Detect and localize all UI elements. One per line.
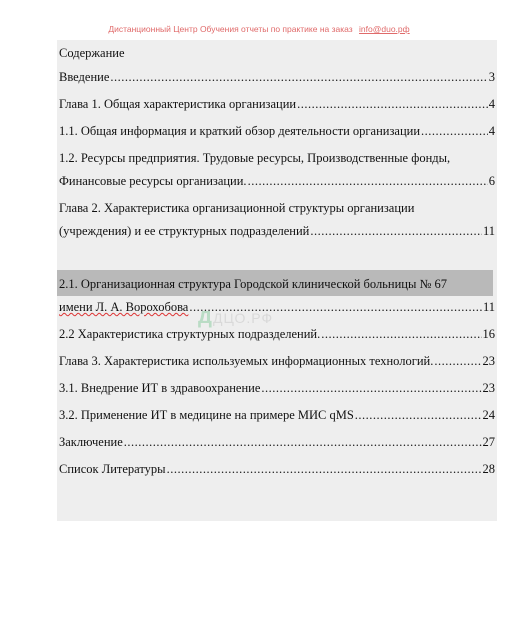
- toc-entry-selected[interactable]: [59, 247, 495, 319]
- toc-entry-page: 4: [488, 124, 495, 138]
- watermark-mark: д: [198, 303, 213, 328]
- toc-entry-page: 23: [482, 381, 495, 395]
- toc-entry[interactable]: [59, 93, 495, 116]
- toc-entry-text: Список Литературы: [59, 462, 166, 476]
- toc-entry-text: (учреждения) и ее структурных подразделений: [59, 224, 310, 238]
- toc-entry[interactable]: [59, 404, 495, 427]
- watermark-text: ДЦО.РФ: [212, 310, 274, 326]
- toc-entry-text: имени Л. А. Ворохобова: [59, 300, 189, 314]
- toc-entry[interactable]: [59, 431, 495, 454]
- toc-entry-page: 6: [488, 174, 495, 188]
- toc-entry[interactable]: [59, 120, 495, 143]
- toc-entry-text: Введение: [59, 70, 110, 84]
- toc-entry[interactable]: [59, 350, 495, 373]
- toc-entry-line1: 1.2. Ресурсы предприятия. Трудовые ресурсы, Производственные фонды,: [59, 151, 451, 165]
- toc-entry-page: 27: [482, 435, 495, 449]
- toc-entry-text: Глава 3. Характеристика используемых информационных технологий.: [59, 354, 434, 368]
- page-header: [0, 24, 518, 34]
- toc-entry[interactable]: [59, 147, 495, 193]
- toc-entry-text: 3.1. Внедрение ИТ в здравоохранение: [59, 381, 261, 395]
- toc-entry-text: Финансовые ресурсы организации.: [59, 174, 247, 188]
- toc-entry-page: 4: [488, 97, 495, 111]
- toc-entry-page: 16: [482, 327, 495, 341]
- header-text: Дистанционный Центр Обучения отчеты по практике на заказ: [108, 24, 353, 34]
- toc-entry-text: 3.2. Применение ИТ в медицине на примере МИС qMS: [59, 408, 354, 422]
- toc-entry-text: 1.1. Общая информация и краткий обзор деятельности организации: [59, 124, 421, 138]
- table-of-contents: [59, 66, 495, 481]
- toc-entry-text: 2.2 Характеристика структурных подразделений.: [59, 327, 321, 341]
- toc-entry[interactable]: [59, 458, 495, 481]
- toc-entry-page: 23: [482, 354, 495, 368]
- toc-title: Содержание: [59, 46, 125, 60]
- toc-entry-line1: Глава 2. Характеристика организационной структуры организации: [59, 201, 415, 215]
- toc-entry[interactable]: [59, 66, 495, 89]
- toc-entry[interactable]: [59, 323, 495, 346]
- document-page: [57, 40, 497, 521]
- toc-entry-page: 28: [482, 462, 495, 476]
- header-email-link[interactable]: info@duo.рф: [359, 24, 410, 34]
- toc-entry[interactable]: [59, 197, 495, 243]
- toc-entry-text: Заключение: [59, 435, 123, 449]
- toc-entry-page: 11: [482, 300, 495, 314]
- toc-entry-line1: 2.1. Организационная структура Городской клинической больницы № 67: [59, 277, 448, 291]
- toc-entry-page: 11: [482, 224, 495, 238]
- toc-entry-page: 3: [488, 70, 495, 84]
- toc-entry[interactable]: [59, 377, 495, 400]
- toc-entry-page: 24: [482, 408, 495, 422]
- toc-entry-text: Глава 1. Общая характеристика организации: [59, 97, 297, 111]
